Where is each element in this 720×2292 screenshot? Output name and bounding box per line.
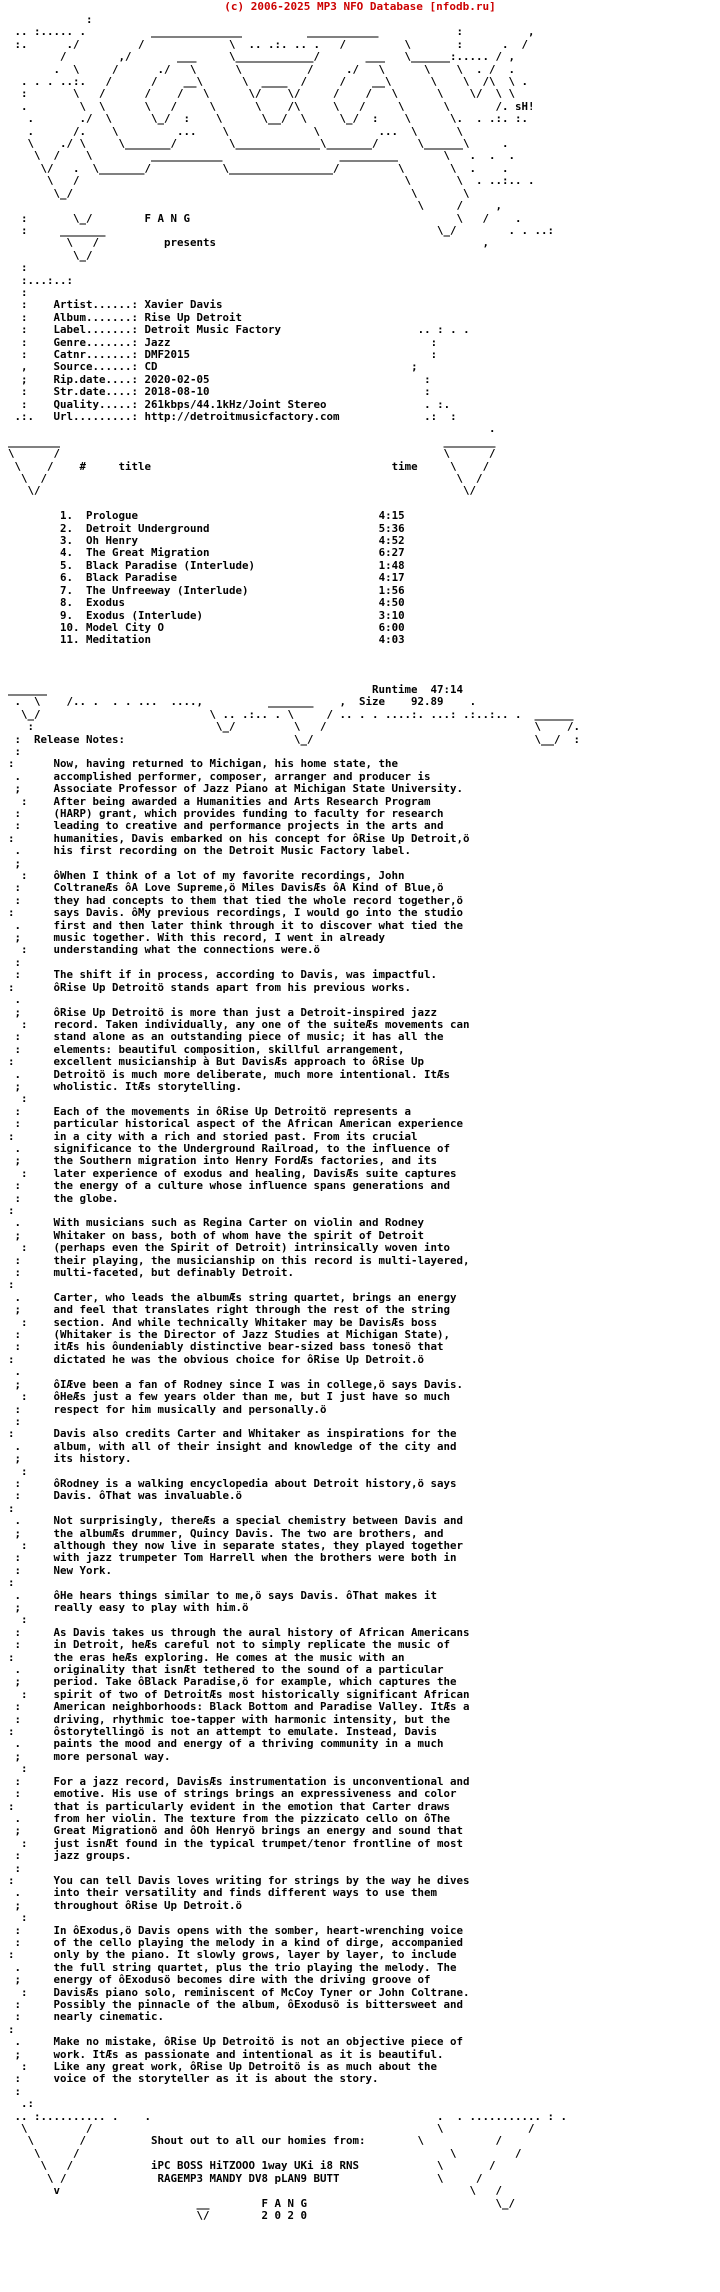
notes-line: . Make no mistake, ôRise Up Detroitö is not an objective piece of [8, 2035, 464, 2049]
label-value: Detroit Music Factory [144, 323, 282, 337]
track-time: 4:52 [378, 534, 405, 548]
notes-line: ; [8, 856, 54, 870]
notes-line: : emotive. His use of strings brings an expressiveness and color [8, 1787, 457, 1801]
notes-line: : [8, 1911, 54, 1925]
notes-text: New York. [53, 1563, 113, 1577]
notes-text: first and then later think through it to discover what tied the [53, 918, 464, 932]
notes-line: : ôstorytellingö is not an attempt to emulate. Instead, Davis [8, 1725, 438, 1739]
notes-line: : nearly cinematic. [8, 2010, 165, 2024]
notes-text: Each of the movements in ôRise Up Detroitö represents a [53, 1104, 412, 1118]
notes-text: DavisÆs piano solo, reminiscent of McCoy Tyner or John Coltrane. [53, 1985, 470, 1999]
notes-text: the Southern migration into Henry FordÆs factories, and its [53, 1154, 438, 1168]
notes-text: ôWhen I think of a lot of my favorite recordings, John [53, 869, 405, 883]
notes-line: : [8, 1414, 54, 1428]
notes-text: ôRise Up Detroitö is more than just a Detroit-inspired jazz [53, 1005, 438, 1019]
notes-text: record. Taken individually, any one of the suiteÆs movements can [53, 1017, 470, 1031]
notes-text: more personal way. [53, 1749, 171, 1763]
notes-text: the albumÆs drummer, Quincy Davis. The two are brothers, and [53, 1526, 444, 1540]
url-value: http://detroitmusicfactory.com [144, 410, 340, 423]
notes-line: : Each of the movements in ôRise Up Detroitö represents a [8, 1104, 412, 1118]
notes-line: : record. Taken individually, any one of the suiteÆs movements can [8, 1017, 470, 1031]
notes-text: they had concepts to them that tied the whole record together,ö [53, 893, 464, 907]
notes-line: . significance to the Underground Railroad, to the influence of [8, 1141, 451, 1155]
notes-line: : Like any great work, ôRise Up Detroitö is as much about the [8, 2060, 438, 2074]
notes-line: : later experience of exodus and healing, DavisÆs suite captures [8, 1166, 457, 1180]
notes-text: dictated he was the obvious choice for ôRise Up Detroit.ö [53, 1352, 425, 1366]
notes-line: . ôHe hears things similar to me,ö says Davis. ôThat makes it [8, 1588, 438, 1602]
notes-line: ; its history. [8, 1452, 132, 1466]
notes-line: : ColtraneÆs ôA Love Supreme,ö Miles DavisÆs ôA Kind of Blue,ö [8, 881, 444, 895]
notes-text: nearly cinematic. [53, 2010, 165, 2024]
track-time: 6:00 [378, 620, 405, 634]
notes-line: . first and then later think through it to discover what tied the [8, 918, 464, 932]
notes-line: : (HARP) grant, which provides funding to faculty for research [8, 807, 444, 820]
catnr-value: DMF2015 [144, 347, 191, 361]
notes-text: ôRodney is a walking encyclopedia about Detroit history,ö says [53, 1476, 457, 1490]
track-time: 1:48 [378, 558, 405, 572]
notes-line: ; more personal way. [8, 1749, 171, 1763]
notes-text: the eras heÆs exploring. He comes at the music with an [53, 1650, 405, 1664]
track-title: Oh Henry [86, 534, 139, 548]
presents-label: presents [164, 236, 217, 250]
notes-text: wholistic. ItÆs storytelling. [53, 1079, 243, 1093]
notes-text: significance to the Underground Railroad, to the influence of [53, 1141, 451, 1155]
notes-line: : [8, 1501, 54, 1515]
notes-text: Davis also credits Carter and Whitaker as inspirations for the [53, 1427, 457, 1441]
nfo-logo-art: : .. :..... . ______________ ___________ : , :. ./ / \ .. .:. .. . / \ : . / / ,/ ___ \____________/ ___ \______:..... / , . \ / ./ \ \ / ./ \ \ \ . / . . . . ..:. / / __\ \ ____ / / __\ \ \ /\ \ . : \ / / / \ \/ \/ / / \ \ \/ \ \ . \ \ \ / \ \ /\ \ / \ \ /. sH! . ./ \ \_/ : \ \__/ \ \_/ : \ \. . .:. :. . /. \ ... \ \ ... \ \ \ ./ \ \_______/ \_____________\_______/ \______\ . \ / \ ___________ _________ \ . . . \/ . \_______/ \________________/ \ \ . . \ / \ \ . ..:.. . \_/ \ \ \ / , : \_/ F A N G \ / . : _______ \_/ . . ..: \ / presents , \_/ : :...:..: : [14, 13, 555, 299]
notes-text: throughout ôRise Up Detroit.ö [53, 1898, 243, 1912]
notes-line: : their playing, the musicianship on this record is multi-layered, [8, 1253, 470, 1267]
notes-line: . originality that isnÆt tethered to the sound of a particular [8, 1663, 444, 1677]
track-time: 4:17 [378, 571, 405, 585]
notes-text: says Davis. ôMy previous recordings, I would go into the studio [53, 906, 464, 920]
notes-line: : stand alone as an outstanding piece of music; it has all the [8, 1030, 444, 1044]
notes-text: spirit of two of DetroitÆs most historically significant African [53, 1687, 470, 1701]
rip-date-value: 2020-02-05 [144, 372, 210, 386]
notes-line: . [8, 993, 54, 1007]
notes-line: : leading to creative and performance projects in the arts and [8, 819, 444, 833]
notes-text: respect for him musically and personally.ö [53, 1402, 327, 1416]
notes-line: : they had concepts to them that tied the whole record together,ö [8, 893, 464, 907]
notes-line: : The shift if in process, according to Davis, was impactful. [8, 968, 438, 982]
track-time: 5:36 [378, 521, 405, 535]
notes-text: into their versatility and finds different ways to use them [53, 1886, 438, 1900]
notes-text: jazz groups. [53, 1849, 132, 1863]
notes-text: ôHe hears things similar to me,ö says Davis. ôThat makes it [53, 1588, 438, 1602]
size-label: Size [359, 695, 386, 709]
notes-line: : [8, 2022, 54, 2036]
notes-line: : excellent musicianship à But DavisÆs approach to ôRise Up [8, 1055, 425, 1069]
footer-group-name: F A N G [261, 2196, 308, 2210]
notes-line: : [8, 1204, 54, 1217]
track-time: 4:50 [378, 596, 405, 610]
source-value: CD [144, 360, 158, 374]
notes-line: . Detroitö is much more deliberate, much more intentional. ItÆs [8, 1067, 451, 1081]
notes-text: the full string quartet, plus the trio playing the melody. The [53, 1960, 457, 1974]
notes-line: . his first recording on the Detroit Music Factory label. [8, 844, 412, 858]
notes-text: really easy to play with him.ö [53, 1601, 249, 1614]
notes-line: : understanding what the connections were.ö [8, 943, 321, 957]
notes-line: : the energy of a culture whose influence spans generations and [8, 1179, 451, 1193]
notes-line: ; really easy to play with him.ö [8, 1601, 249, 1614]
track-title: Black Paradise (Interlude) [86, 558, 256, 572]
notes-text: humanities, Davis embarked on his concept for ôRise Up Detroit,ö [53, 831, 470, 845]
release-notes [0, 746, 720, 2098]
notes-line: : the eras heÆs exploring. He comes at the music with an [8, 1650, 405, 1664]
notes-line: . paints the mood and energy of a thriving community in a much [8, 1737, 444, 1751]
group-name: F A N G [144, 211, 191, 225]
genre-value: Jazz [144, 335, 171, 349]
notes-text: music together. With this record, I went in already [53, 931, 386, 945]
notes-line: : that is particularly evident in the emotion that Carter draws [8, 1799, 451, 1813]
notes-text: their playing, the musicianship on this record is multi-layered, [53, 1253, 470, 1267]
notes-text: Associate Professor of Jazz Piano at Michigan State University. [53, 782, 464, 796]
album-value: Rise Up Detroit [144, 310, 243, 324]
notes-text: American neighborhoods: Black Bottom and Paradise Valley. ItÆs a [53, 1700, 470, 1714]
notes-line: ; work. ItÆs as passionate and intentional as it is beautiful. [8, 2047, 444, 2061]
notes-line: . Carter, who leads the albumÆs string quartet, brings an energy [8, 1290, 457, 1304]
notes-line: : in Detroit, heÆs careful not to simply replicate the music of [8, 1638, 451, 1652]
notes-text: You can tell Davis loves writing for strings by the way he dives [53, 1873, 470, 1887]
artist-value: Xavier Davis [144, 298, 223, 312]
notes-text: Carter, who leads the albumÆs string quartet, brings an energy [53, 1290, 457, 1304]
track-title: Black Paradise [86, 571, 178, 585]
notes-line: : humanities, Davis embarked on his concept for ôRise Up Detroit,ö [8, 831, 470, 845]
notes-text: ôstorytellingö is not an attempt to emulate. Instead, Davis [53, 1725, 438, 1739]
track-title: The Unfreeway (Interlude) [86, 583, 249, 597]
notes-text: stand alone as an outstanding piece of music; it has all the [53, 1030, 444, 1044]
track-title: Exodus (Interlude) [86, 608, 204, 622]
notes-text: (Whitaker is the Director of Jazz Studies at Michigan State), [53, 1328, 451, 1342]
footer-art: .: .. :.......... . . . . ........... : . \ / \ / \ / Shout out to all our homies from: \ / \ / \ / \ / iPC BOSS HiTZOOO 1way UKi i8 RNS \ / \ / RAGEMP3 MANDY DV8 pLAN9 BUTT \ / v \ / __ F A N G \_/ \/ 2 0 2 0 [14, 2097, 568, 2222]
notes-line: : As Davis takes us through the aural history of African Americans [8, 1625, 470, 1639]
notes-text: In ôExodus,ö Davis opens with the somber, heart-wrenching voice [53, 1923, 464, 1937]
notes-text: just isnÆt found in the typical trumpet/tenor frontline of most [53, 1836, 464, 1850]
notes-text: Davis. ôThat was invaluable.ö [53, 1489, 243, 1503]
notes-line: : driving, rhythmic toe-tapper with harmonic intensity, but the [8, 1712, 451, 1726]
notes-line: : ôRise Up Detroitö stands apart from his previous works. [8, 980, 412, 994]
notes-text: ôIÆve been a fan of Rodney since I was in college,ö says Davis. [53, 1377, 464, 1391]
notes-line: : [8, 2084, 54, 2098]
notes-line: : just isnÆt found in the typical trumpet/tenor frontline of most [8, 1836, 464, 1850]
notes-line: : dictated he was the obvious choice for ôRise Up Detroit.ö [8, 1352, 425, 1366]
notes-text: in a city with a rich and storied past. From its crucial [53, 1129, 418, 1143]
notes-line: : elements: beautiful composition, skillful arrangement, [8, 1042, 405, 1056]
notes-text: album, with all of their insight and knowledge of the city and [53, 1439, 457, 1453]
notes-line: : Now, having returned to Michigan, his home state, the [8, 757, 399, 771]
tracklist: 1. Prologue 4:15 2. Detroit Underground 5:36 3. Oh Henry 4:52 4. The Great Migration 6:27 5. Black Paradise (Interlude) 1:48 6. Black Paradise 4:17 7. The Unfreeway (Interlude) 1:56 8. Exodus 4:50 9. Exodus (Interlude) 3:10 10. Model City O 6:00 11. Meditation 4:03 ______ Runtime 47:14 . \ /.. . . . ... ...., _______ , Size 92.89 . \_/ \ .. .:.. . \ / .. . . ....:. ...: .:..:.. . ______ : \_/ \ / \ /. : Release Notes: \_/ \__/ : [8, 509, 581, 746]
notes-line: ; Associate Professor of Jazz Piano at Michigan State University. [8, 782, 464, 796]
shout-text: Shout out to all our homies from: [151, 2134, 366, 2148]
track-time: 3:10 [378, 608, 405, 622]
notes-line: : (perhaps even the Spirit of Detroit) intrinsically woven into [8, 1241, 451, 1255]
notes-line: : [8, 1464, 54, 1478]
track-time: 4:03 [378, 633, 405, 647]
notes-line: : with jazz trumpeter Tom Harrell when the brothers were both in [8, 1551, 457, 1565]
site-header-link[interactable]: (c) 2006-2025 MP3 NFO Database [nfodb.ru] [224, 0, 496, 13]
runtime-value: 47:14 [430, 682, 464, 696]
notes-line: . [8, 1365, 54, 1379]
notes-text: understanding what the connections were.ö [53, 943, 321, 957]
notes-text: although they now live in separate states, they played together [53, 1538, 464, 1552]
notes-text: emotive. His use of strings brings an expressiveness and color [53, 1787, 457, 1801]
notes-text: As Davis takes us through the aural history of African Americans [53, 1625, 470, 1639]
notes-line: : [8, 1278, 54, 1292]
notes-text: energy of ôExodusö becomes dire with the driving groove of [53, 1973, 431, 1987]
notes-text: with jazz trumpeter Tom Harrell when the brothers were both in [53, 1551, 457, 1565]
notes-text: Now, having returned to Michigan, his home state, the [53, 757, 399, 771]
notes-line: : [8, 744, 54, 758]
notes-line: : respect for him musically and personally.ö [8, 1402, 327, 1416]
groups-line-2: RAGEMP3 MANDY DV8 pLAN9 BUTT [157, 2171, 340, 2185]
notes-line: : Davis. ôThat was invaluable.ö [8, 1489, 243, 1503]
groups-line-1: iPC BOSS HiTZOOO 1way UKi i8 RNS [151, 2159, 360, 2173]
notes-text: Detroitö is much more deliberate, much more intentional. ItÆs [53, 1067, 451, 1081]
notes-line: ; and feel that translates right through the rest of the string [8, 1303, 451, 1317]
notes-line: : multi-faceted, but definably Detroit. [8, 1266, 295, 1280]
notes-line: ; wholistic. ItÆs storytelling. [8, 1079, 243, 1093]
col-num-header: # [79, 459, 87, 473]
notes-text: Whitaker on bass, both of whom have the spirit of Detroit [53, 1228, 425, 1242]
notes-line: : [8, 1092, 54, 1106]
notes-text: of the cello playing the melody in a kind of dirge, accompanied [53, 1935, 464, 1949]
notes-line: : ôHeÆs just a few years older than me, but I just have so much [8, 1390, 451, 1404]
notes-line: : only by the piano. It slowly grows, layer by layer, to include [8, 1948, 457, 1962]
notes-line: : particular historical aspect of the African American experience [8, 1117, 464, 1131]
notes-line: : Possibly the pinnacle of the album, ôExodusö is bittersweet and [8, 1998, 464, 2011]
track-title: Model City O [86, 620, 165, 634]
col-time-header: time [391, 459, 418, 473]
notes-line: : of the cello playing the melody in a kind of dirge, accompanied [8, 1935, 464, 1949]
notes-text: paints the mood and energy of a thriving community in a much [53, 1737, 444, 1751]
notes-line: ; Whitaker on bass, both of whom have the spirit of Detroit [8, 1228, 425, 1242]
notes-text: multi-faceted, but definably Detroit. [53, 1266, 295, 1280]
notes-line: : says Davis. ôMy previous recordings, I would go into the studio [8, 906, 464, 920]
notes-line: ; the Southern migration into Henry FordÆs factories, and its [8, 1154, 438, 1168]
notes-line: . album, with all of their insight and knowledge of the city and [8, 1439, 457, 1453]
track-title: Meditation [86, 633, 152, 647]
notes-line: : itÆs his ôundeniably distinctive bear-sized bass tonesö that [8, 1340, 444, 1354]
notes-text: and feel that translates right through the rest of the string [53, 1303, 451, 1317]
notes-title: Release Notes: [34, 732, 126, 746]
notes-text: Great Migrationö and ôOh Henryö brings an energy and sound that [53, 1824, 464, 1838]
notes-text: Not surprisingly, thereÆs a special chemistry between Davis and [53, 1514, 464, 1528]
notes-text: later experience of exodus and healing, DavisÆs suite captures [53, 1166, 457, 1180]
notes-text: the energy of a culture whose influence spans generations and [53, 1179, 451, 1193]
track-time: 1:56 [378, 583, 405, 597]
notes-line: : section. And while technically Whitaker may be DavisÆs boss [8, 1315, 438, 1329]
notes-text: The shift if in process, according to Davis, was impactful. [53, 968, 438, 982]
notes-text: originality that isnÆt tethered to the sound of a particular [53, 1663, 444, 1677]
notes-line: : (Whitaker is the Director of Jazz Studies at Michigan State), [8, 1328, 451, 1342]
notes-line: . from her violin. The texture from the pizzicato cello on ôThe [8, 1811, 451, 1825]
track-time: 6:27 [378, 546, 405, 560]
notes-text: the globe. [53, 1191, 119, 1205]
notes-text: from her violin. The texture from the pizzicato cello on ôThe [53, 1811, 451, 1825]
notes-line: ; music together. With this record, I went in already [8, 931, 386, 945]
notes-text: accomplished performer, composer, arranger and producer is [53, 769, 431, 783]
notes-text: Possibly the pinnacle of the album, ôExodusö is bittersweet and [53, 1998, 464, 2011]
notes-text: work. ItÆs as passionate and intentional as it is beautiful. [53, 2047, 444, 2061]
notes-text: that is particularly evident in the emotion that Carter draws [53, 1799, 451, 1813]
notes-line: : [8, 1613, 54, 1627]
notes-text: driving, rhythmic toe-tapper with harmonic intensity, but the [53, 1712, 451, 1726]
notes-line: : voice of the storyteller as it is about the story. [8, 2072, 379, 2086]
notes-line: : [8, 1762, 54, 1776]
notes-line: : Davis also credits Carter and Whitaker as inspirations for the [8, 1427, 457, 1441]
runtime-label: Runtime [372, 682, 418, 696]
notes-text: ôHeÆs just a few years older than me, but I just have so much [53, 1390, 451, 1404]
notes-line: : the globe. [8, 1191, 119, 1205]
notes-text: his first recording on the Detroit Music Factory label. [53, 844, 412, 858]
notes-text: itÆs his ôundeniably distinctive bear-sized bass tonesö that [53, 1340, 444, 1354]
notes-text: excellent musicianship à But DavisÆs approach to ôRise Up [53, 1055, 425, 1069]
notes-line: : New York. [8, 1563, 113, 1577]
notes-text: particular historical aspect of the African American experience [53, 1117, 464, 1131]
notes-line: . into their versatility and finds different ways to use them [8, 1886, 438, 1900]
notes-text: elements: beautiful composition, skillful arrangement, [53, 1042, 405, 1056]
notes-line: ; throughout ôRise Up Detroit.ö [8, 1898, 243, 1912]
notes-line: : in a city with a rich and storied past. From its crucial [8, 1129, 418, 1143]
notes-line: : although they now live in separate states, they played together [8, 1538, 464, 1552]
size-value: 92.89 [411, 695, 444, 709]
notes-text: leading to creative and performance projects in the arts and [53, 819, 444, 833]
notes-line: : American neighborhoods: Black Bottom and Paradise Valley. ItÆs a [8, 1700, 470, 1714]
notes-text: only by the piano. It slowly grows, layer by layer, to include [53, 1948, 457, 1962]
track-title: The Great Migration [86, 546, 210, 560]
notes-text: (HARP) grant, which provides funding to faculty for research [53, 807, 444, 820]
notes-line: . With musicians such as Regina Carter on violin and Rodney [8, 1216, 425, 1230]
notes-text: period. Take ôBlack Paradise,ö for example, which captures the [53, 1675, 457, 1689]
notes-line: : In ôExodus,ö Davis opens with the somber, heart-wrenching voice [8, 1923, 464, 1937]
notes-line: ; period. Take ôBlack Paradise,ö for example, which captures the [8, 1675, 457, 1689]
notes-text: section. And while technically Whitaker may be DavisÆs boss [53, 1315, 438, 1329]
track-title: Detroit Underground [86, 521, 210, 535]
notes-text: voice of the storyteller as it is about the story. [53, 2072, 379, 2086]
notes-line: ; ôIÆve been a fan of Rodney since I was in college,ö says Davis. [8, 1377, 464, 1391]
notes-line: : [8, 1861, 54, 1875]
col-title-header: title [118, 459, 152, 473]
notes-text: For a jazz record, DavisÆs instrumentation is unconventional and [53, 1774, 470, 1788]
notes-line: : [8, 955, 54, 969]
notes-text: in Detroit, heÆs careful not to simply replicate the music of [53, 1638, 451, 1652]
release-info: : Artist......: Xavier Davis : Album.......: Rise Up Detroit : Label.......: Detroit Music Factory .. : . . : Genre.......: Jazz : : Catnr.......: DMF2015 : , Source......: CD ; ; Rip.date....: 2020-02-05 : : Str.date....: 2018-08-10 : : Quality.....: 261kbps/44.1kHz/Joint Stereo . :. .:. Url.........: http://detroitmusicfactory.com .: : . ________ ________ \ / \ / \ / # title time \ / \ / \ / \/ \/ [8, 298, 496, 498]
track-time: 4:15 [378, 509, 405, 523]
notes-line: : For a jazz record, DavisÆs instrumentation is unconventional and [8, 1774, 470, 1788]
notes-line: : You can tell Davis loves writing for strings by the way he dives [8, 1873, 470, 1887]
site-header [0, 0, 720, 14]
notes-line: : jazz groups. [8, 1849, 132, 1863]
notes-text: Make no mistake, ôRise Up Detroitö is not an objective piece of [53, 2035, 464, 2049]
footer-year: 2 0 2 0 [261, 2208, 308, 2222]
notes-line: : ôWhen I think of a lot of my favorite recordings, John [8, 869, 405, 883]
notes-line: ; the albumÆs drummer, Quincy Davis. The two are brothers, and [8, 1526, 444, 1540]
str-date-value: 2018-08-10 [144, 385, 210, 399]
notes-line: . the full string quartet, plus the trio playing the melody. The [8, 1960, 457, 1974]
notes-line: : [8, 1576, 54, 1590]
notes-text: (perhaps even the Spirit of Detroit) intrinsically woven into [53, 1241, 451, 1255]
notes-line: ; energy of ôExodusö becomes dire with the driving groove of [8, 1973, 431, 1987]
notes-line: ; ôRise Up Detroitö is more than just a Detroit-inspired jazz [8, 1005, 438, 1019]
notes-line: : ôRodney is a walking encyclopedia about Detroit history,ö says [8, 1476, 457, 1490]
track-title: Exodus [86, 596, 126, 610]
notes-line: : DavisÆs piano solo, reminiscent of McCoy Tyner or John Coltrane. [8, 1985, 470, 1999]
notes-text: Like any great work, ôRise Up Detroitö is as much about the [53, 2060, 438, 2074]
notes-text: After being awarded a Humanities and Arts Research Program [53, 794, 431, 808]
notes-line: : spirit of two of DetroitÆs most historically significant African [8, 1687, 470, 1701]
notes-text: ColtraneÆs ôA Love Supreme,ö Miles DavisÆs ôA Kind of Blue,ö [53, 881, 444, 895]
notes-line: . accomplished performer, composer, arranger and producer is [8, 769, 431, 783]
notes-text: With musicians such as Regina Carter on violin and Rodney [53, 1216, 425, 1230]
notes-text: its history. [53, 1452, 132, 1466]
quality-value: 261kbps/44.1kHz/Joint Stereo [144, 397, 327, 411]
notes-line: . Not surprisingly, thereÆs a special chemistry between Davis and [8, 1514, 464, 1528]
notes-line: : After being awarded a Humanities and Arts Research Program [8, 794, 431, 808]
notes-line: ; Great Migrationö and ôOh Henryö brings an energy and sound that [8, 1824, 464, 1838]
notes-text: ôRise Up Detroitö stands apart from his previous works. [53, 980, 412, 994]
track-title: Prologue [86, 509, 139, 523]
